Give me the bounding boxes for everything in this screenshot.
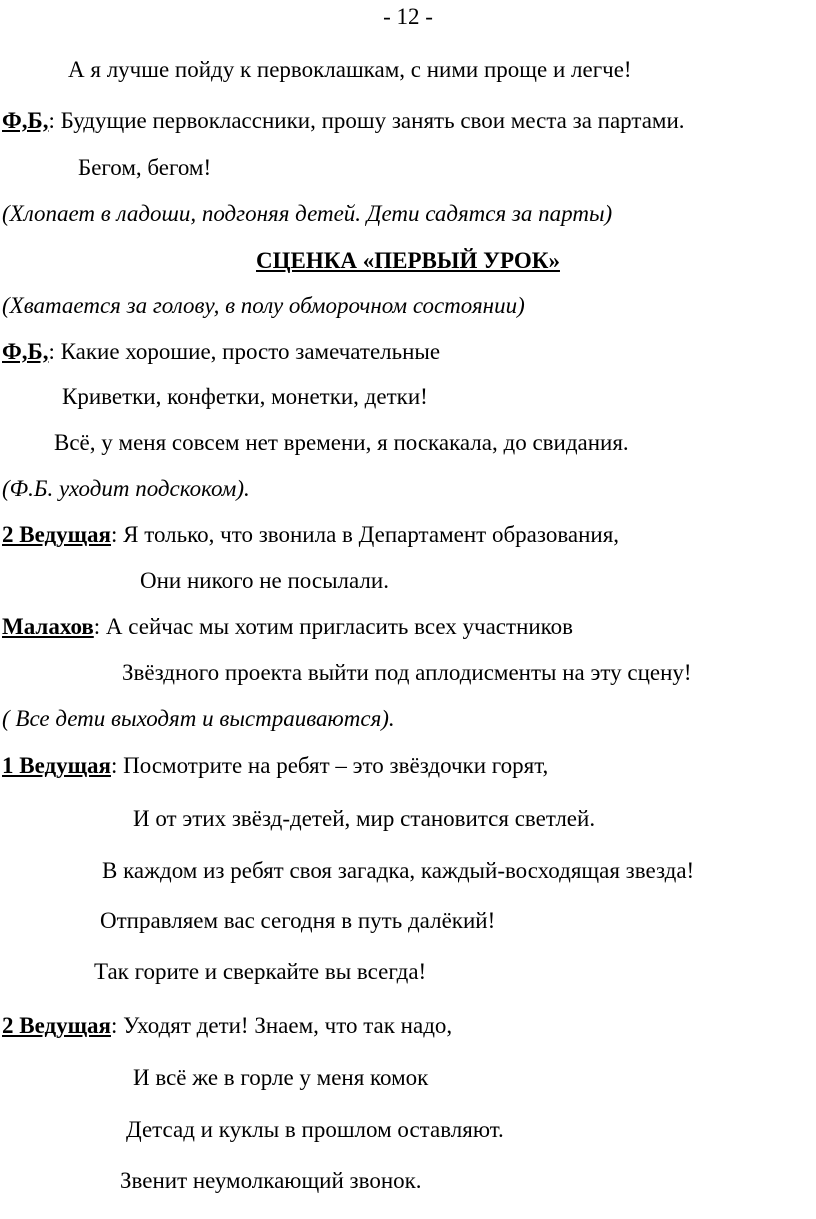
speech-text: : Какие хорошие, просто замечательные <box>48 339 441 364</box>
speaker-name: Ф,Б, <box>2 108 49 133</box>
text-line: Бегом, бегом! <box>78 155 212 180</box>
text-line: Они никого не посылали. <box>140 568 389 593</box>
dialogue-line <box>2 751 548 781</box>
speech-text: : Посмотрите на ребят – это звёздочки горят, <box>111 753 549 778</box>
stage-direction: (Ф.Б. уходит подскоком). <box>2 476 250 501</box>
text-line: Отправляем вас сегодня в путь далёкий! <box>100 908 496 933</box>
page-number: - 12 - <box>383 4 433 29</box>
stage-direction: (Хлопает в ладоши, подгоняя детей. Дети садятся за парты) <box>2 201 613 226</box>
speaker-name: Ф,Б, <box>2 339 49 364</box>
speaker-name: 2 Ведущая <box>2 522 111 547</box>
dialogue-line <box>2 520 619 550</box>
speech-text: : Будущие первоклассники, прошу занять свои места за партами. <box>48 108 685 133</box>
text-line: Криветки, конфетки, монетки, детки! <box>62 384 428 409</box>
dialogue-line <box>2 337 440 367</box>
speaker-name: 2 Ведущая <box>2 1013 111 1038</box>
speech-text: : А сейчас мы хотим пригласить всех участников <box>93 614 574 639</box>
dialogue-line <box>2 1011 452 1041</box>
scene-heading: СЦЕНКА «ПЕРВЫЙ УРОК» <box>256 248 560 273</box>
text-line: И всё же в горле у меня комок <box>133 1065 429 1090</box>
text-line: Так горите и сверкайте вы всегда! <box>94 959 427 984</box>
stage-direction: ( Все дети выходят и выстраиваются). <box>2 706 395 731</box>
text-line: Всё, у меня совсем нет времени, я поскакала, до свидания. <box>54 430 629 455</box>
speaker-name: Малахов <box>2 614 94 639</box>
stage-direction: (Хватается за голову, в полу обморочном состоянии) <box>2 293 525 318</box>
speech-text: : Я только, что звонила в Департамент образования, <box>111 522 620 547</box>
text-line: А я лучше пойду к первоклашкам, с ними проще и легче! <box>68 57 632 82</box>
text-line: В каждом из ребят своя загадка, каждый-восходящая звезда! <box>102 858 695 883</box>
text-line: Звёздного проекта выйти под аплодисменты на эту сцену! <box>122 660 692 685</box>
text-line: Звенит неумолкающий звонок. <box>120 1168 422 1193</box>
text-line: И от этих звёзд-детей, мир становится светлей. <box>133 806 596 831</box>
dialogue-line <box>2 612 573 642</box>
text-line: Детсад и куклы в прошлом оставляют. <box>126 1117 504 1142</box>
speaker-name: 1 Ведущая <box>2 753 111 778</box>
dialogue-line <box>2 106 685 136</box>
speech-text: : Уходят дети! Знаем, что так надо, <box>111 1013 453 1038</box>
